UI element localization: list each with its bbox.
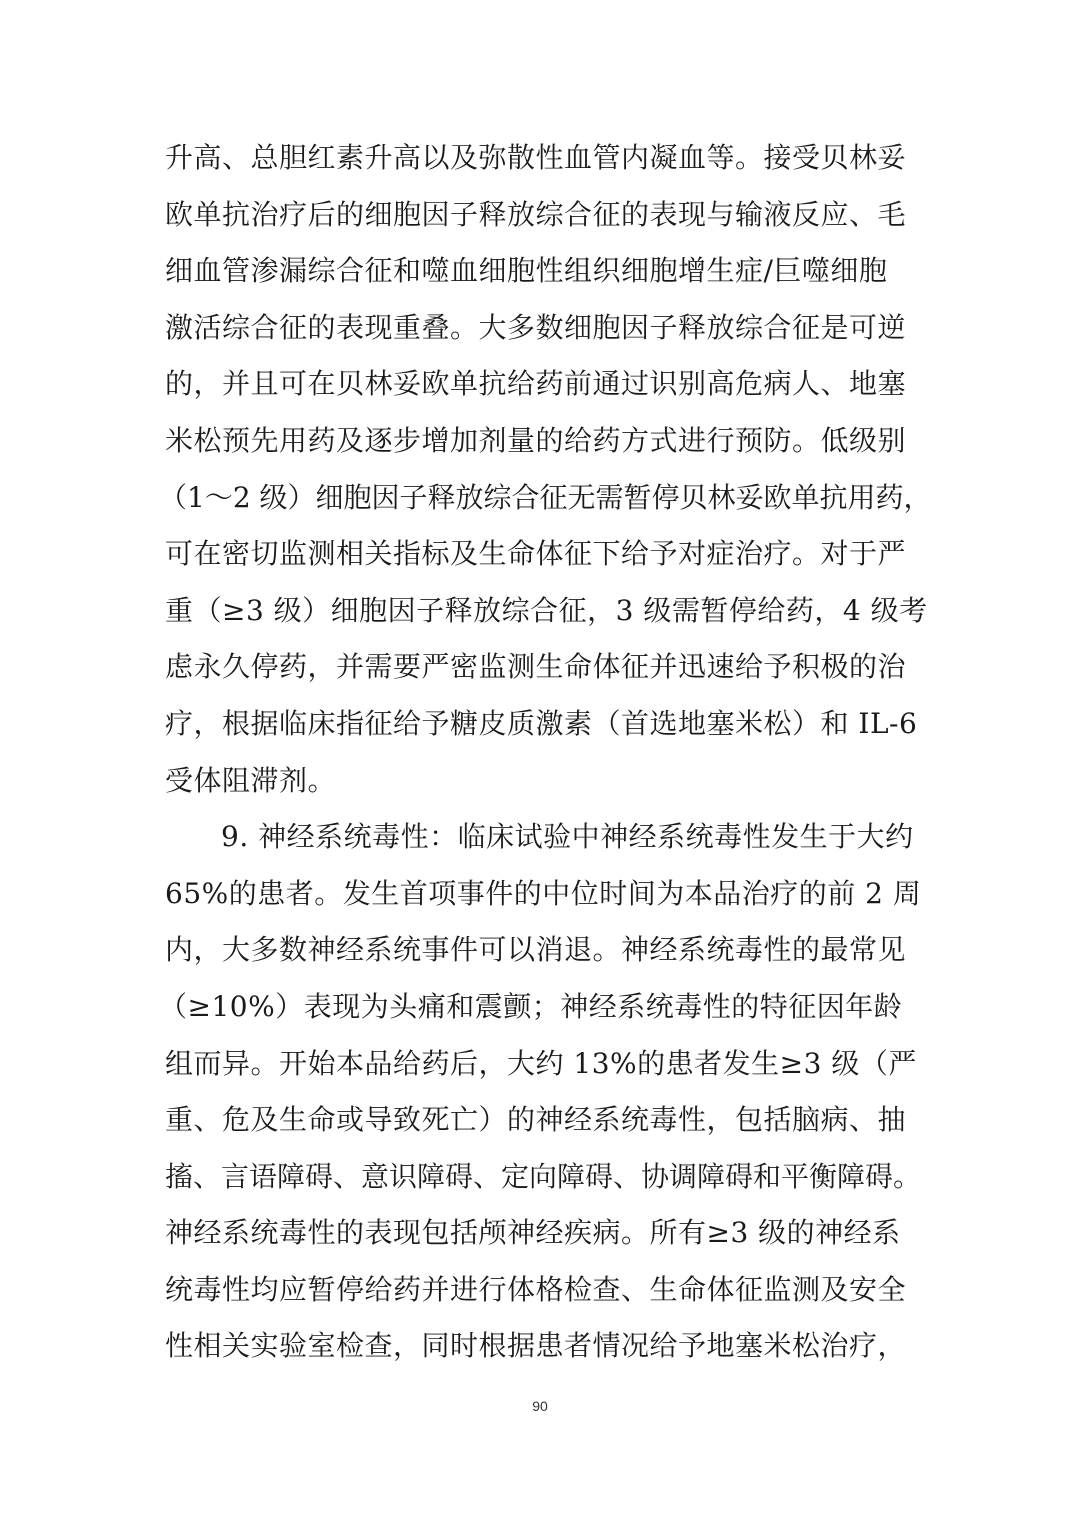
text-line: 虑永久停药，并需要严密监测生命体征并迅速给予积极的治	[165, 650, 907, 684]
text-line: 重、危及生命或导致死亡）的神经系统毒性，包括脑病、抽	[165, 1103, 907, 1137]
text-line: 疗，根据临床指征给予糖皮质激素（首选地塞米松）和 IL-6	[165, 706, 918, 740]
text-line: 统毒性均应暂停给药并进行体格检查、生命体征监测及安全	[165, 1272, 907, 1306]
text-line: 9. 神经系统毒性：临床试验中神经系统毒性发生于大约	[221, 820, 914, 854]
text-line: 神经系统毒性的表现包括颅神经疾病。所有≥3 级的神经系	[165, 1216, 901, 1250]
text-line: 细血管渗漏综合征和噬血细胞性组织细胞增生症/巨噬细胞	[165, 254, 888, 288]
page-number: 90	[532, 1398, 548, 1414]
text-line: 受体阻滞剂。	[165, 763, 337, 797]
text-line: （≥10%）表现为头痛和震颤；神经系统毒性的特征因年龄	[159, 989, 903, 1023]
text-line: 性相关实验室检查，同时根据患者情况给予地塞米松治疗，	[165, 1329, 907, 1363]
text-line: 升高、总胆红素升高以及弥散性血管内凝血等。接受贝林妥	[165, 141, 907, 174]
text-line: 搐、言语障碍、意识障碍、定向障碍、协调障碍和平衡障碍。	[165, 1159, 922, 1193]
text-line: 激活综合征的表现重叠。大多数细胞因子释放综合征是可逆	[165, 310, 907, 344]
text-line: 可在密切监测相关指标及生命体征下给予对症治疗。对于严	[165, 537, 907, 571]
text-line: （1～2 级）细胞因子释放综合征无需暂停贝林妥欧单抗用药，	[159, 480, 932, 514]
text-line: 重（≥3 级）细胞因子释放综合征，3 级需暂停给药，4 级考	[165, 593, 928, 627]
text-line: 组而异。开始本品给药后，大约 13%的患者发生≥3 级（严	[165, 1046, 917, 1080]
text-line: 的，并且可在贝林妥欧单抗给药前通过识别高危病人、地塞	[165, 367, 907, 401]
text-line: 65%的患者。发生首项事件的中位时间为本品治疗的前 2 周	[165, 876, 922, 910]
text-line: 欧单抗治疗后的细胞因子释放综合征的表现与输液反应、毛	[165, 197, 907, 231]
body-text	[159, 130, 945, 1375]
text-line: 内，大多数神经系统事件可以消退。神经系统毒性的最常见	[165, 933, 907, 967]
text-line: 米松预先用药及逐步增加剂量的给药方式进行预防。低级别	[165, 423, 907, 457]
